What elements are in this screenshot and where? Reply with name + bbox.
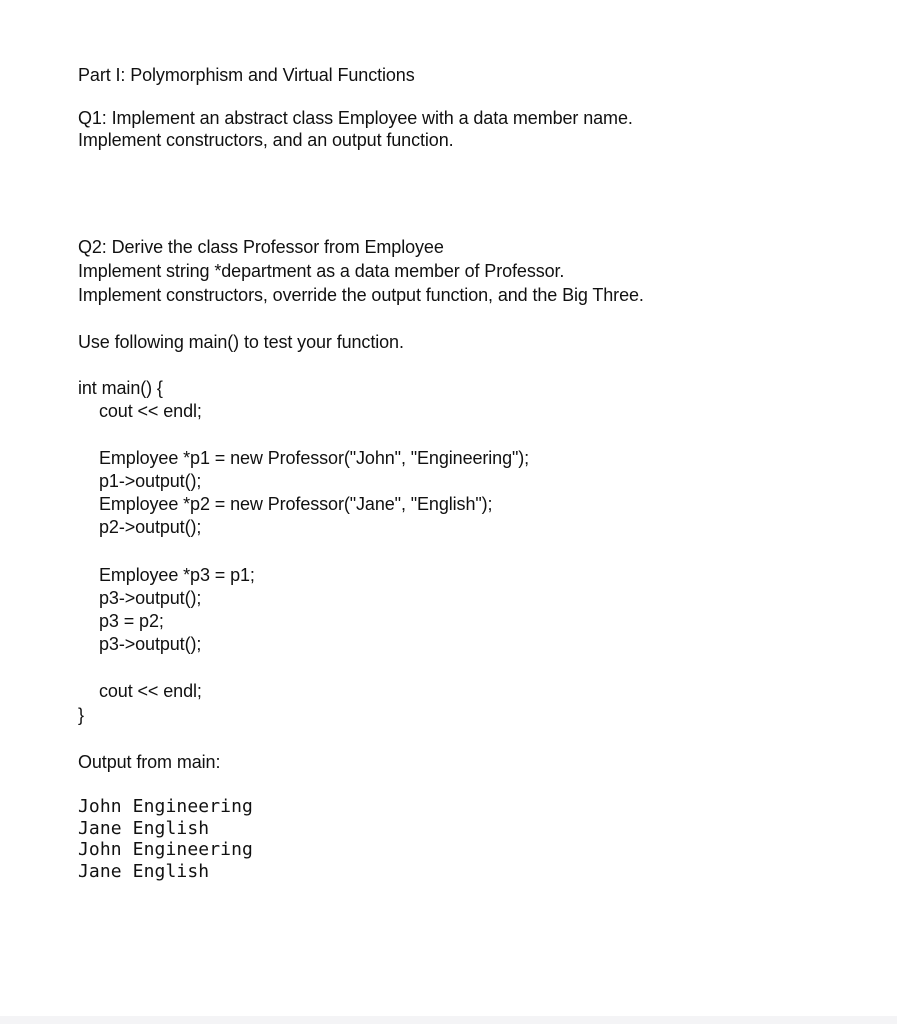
part-title: Part I: Polymorphism and Virtual Functions [78, 65, 415, 85]
code-line: Employee *p2 = new Professor("Jane", "English"); [99, 494, 493, 514]
code-line: Employee *p1 = new Professor("John", "Engineering"); [99, 448, 530, 468]
page-bottom-edge [0, 1016, 897, 1024]
code-line: int main() { [78, 378, 163, 398]
code-line: p3 = p2; [99, 611, 164, 631]
q2-line-1: Q2: Derive the class Professor from Employee [78, 237, 444, 257]
code-line: p3->output(); [99, 634, 202, 654]
q1-line-1: Q1: Implement an abstract class Employee with a data member name. [78, 108, 633, 128]
code-line: cout << endl; [99, 681, 202, 701]
code-line: p2->output(); [99, 517, 202, 537]
output-label: Output from main: [78, 752, 221, 772]
output-line: Jane English [78, 818, 210, 839]
q2-line-3: Implement constructors, override the output function, and the Big Three. [78, 285, 644, 305]
output-line: John Engineering [78, 796, 253, 817]
code-line: cout << endl; [99, 401, 202, 421]
q2-line-2: Implement string *department as a data member of Professor. [78, 261, 565, 281]
code-line: p1->output(); [99, 471, 202, 491]
output-line: Jane English [78, 861, 210, 882]
q1-line-2: Implement constructors, and an output function. [78, 130, 454, 150]
instruction-text: Use following main() to test your function. [78, 332, 404, 352]
code-line: } [78, 705, 84, 725]
output-line: John Engineering [78, 839, 253, 860]
code-line: p3->output(); [99, 588, 202, 608]
code-line: Employee *p3 = p1; [99, 565, 255, 585]
